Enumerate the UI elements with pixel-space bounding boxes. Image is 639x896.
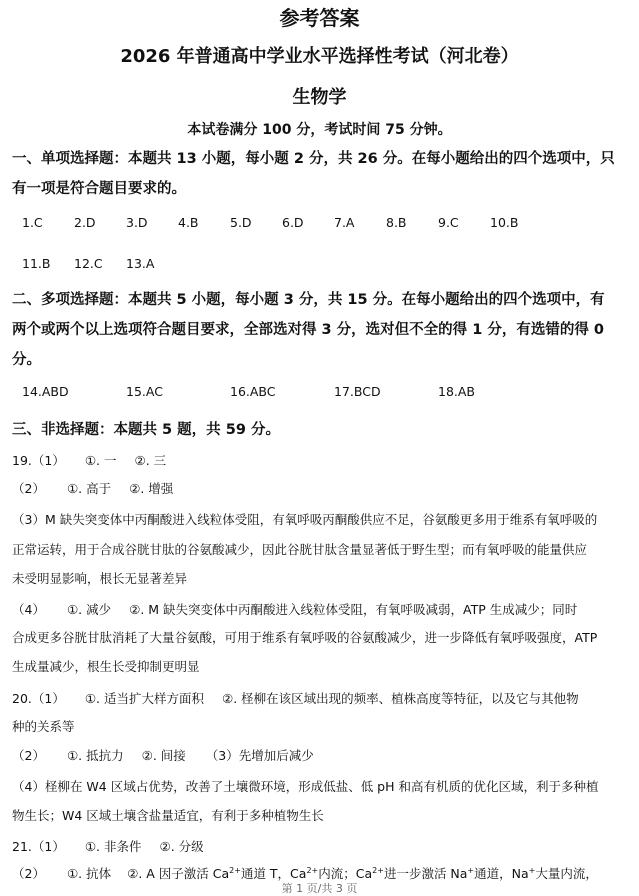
q20-part4-line2: 物生长；W4 区域土壤含盐量适宜，有利于多种植物生长 xyxy=(12,808,324,823)
answer-item: 12.C xyxy=(74,256,103,271)
q19-part2: （2） ①. 高于 ②. 增强 xyxy=(12,481,174,496)
answer-item: 18.AB xyxy=(438,384,476,399)
q19-part3-line3: 未受明显影响，根长无显著差异 xyxy=(12,571,188,586)
page-title: 参考答案 xyxy=(279,6,360,30)
answer-item: 11.B xyxy=(22,256,51,271)
answer-item: 7.A xyxy=(334,215,355,230)
answer-item: 4.B xyxy=(178,215,199,230)
q20-part4-line1: （4）柽柳在 W4 区域占优势，改善了土壤微环境，形成低盐、低 pH 和高有机质的优化区域，利于多种植 xyxy=(12,779,599,794)
q19-part3-line1: （3）M 缺失突变体中丙酮酸进入线粒体受阻，有氧呼吸丙酮酸供应不足，谷氨酸更多用于维系有氧呼吸的 xyxy=(12,512,598,527)
answer-item: 13.A xyxy=(126,256,155,271)
q19-part4-line3: 生成量减少，根生长受抑制更明显 xyxy=(12,659,200,674)
answer-item: 9.C xyxy=(438,215,459,230)
answer-item: 1.C xyxy=(22,215,43,230)
subject-title: 生物学 xyxy=(292,87,347,108)
q19-part1: 19.（1） ①. 一 ②. 三 xyxy=(12,453,167,468)
q21-part1: 21.（1） ①. 非条件 ②. 分级 xyxy=(12,839,204,854)
answer-item: 15.AC xyxy=(126,384,163,399)
exam-info: 本试卷满分 100 分，考试时间 75 分钟。 xyxy=(187,122,452,138)
section3-heading: 三、非选择题：本题共 5 题，共 59 分。 xyxy=(12,422,280,438)
section2-heading-line2: 两个或两个以上选项符合题目要求，全部选对得 3 分，选对但不全的得 1 分，有选错的得 0 xyxy=(12,322,605,338)
section1-heading-line2: 有一项是符合题目要求的。 xyxy=(12,181,186,197)
section2-heading-line1: 二、多项选择题：本题共 5 小题，每小题 3 分，共 15 分。在每小题给出的四个选项中，有 xyxy=(12,292,605,308)
q20-part2-3: （2） ①. 抵抗力 ②. 间接 （3）先增加后减少 xyxy=(12,748,314,763)
answer-item: 10.B xyxy=(490,215,519,230)
q19-part4-line1: （4） ①. 减少 ②. M 缺失突变体中丙酮酸进入线粒体受阻，有氧呼吸减弱，ATP 生成减少；同时 xyxy=(12,602,578,617)
page-footer: 第 1 页/共 3 页 xyxy=(281,882,358,895)
q20-part1-line2: 种的关系等 xyxy=(12,719,75,734)
answer-item: 2.D xyxy=(74,215,96,230)
q21-part2: （2） ①. 抗体 ②. A 因子激活 $Ca^{2+}$通道 T，$Ca^{2+}$内流；$Ca^{2+}$进一步激活 Na+通道，Na+大量内流， xyxy=(12,865,598,881)
q19-part3-line2: 正常运转，用于合成谷胱甘肽的谷氨酸减少，因此谷胱甘肽含量显著低于野生型；而有氧呼吸的能量供应 xyxy=(12,542,588,557)
section1-heading-line1: 一、单项选择题：本题共 13 小题，每小题 2 分，共 26 分。在每小题给出的四个选项中，只 xyxy=(12,151,615,167)
exam-title: 2026 年普通高中学业水平选择性考试（河北卷） xyxy=(120,46,519,67)
answer-item: 5.D xyxy=(230,215,252,230)
q19-part4-line2: 合成更多谷胱甘肽消耗了大量谷氨酸，可用于维系有氧呼吸的谷氨酸减少，进一步降低有氧呼吸强度，ATP xyxy=(12,630,598,645)
answer-item: 17.BCD xyxy=(334,384,381,399)
answer-item: 14.ABD xyxy=(22,384,69,399)
answer-item: 16.ABC xyxy=(230,384,276,399)
answer-item: 3.D xyxy=(126,215,148,230)
answer-item: 8.B xyxy=(386,215,407,230)
section2-heading-line3: 分。 xyxy=(12,352,41,368)
answer-item: 6.D xyxy=(282,215,304,230)
q20-part1-line1: 20.（1） ①. 适当扩大样方面积 ②. 柽柳在该区域出现的频率、植株高度等特征，以及它与其他物 xyxy=(12,691,579,706)
